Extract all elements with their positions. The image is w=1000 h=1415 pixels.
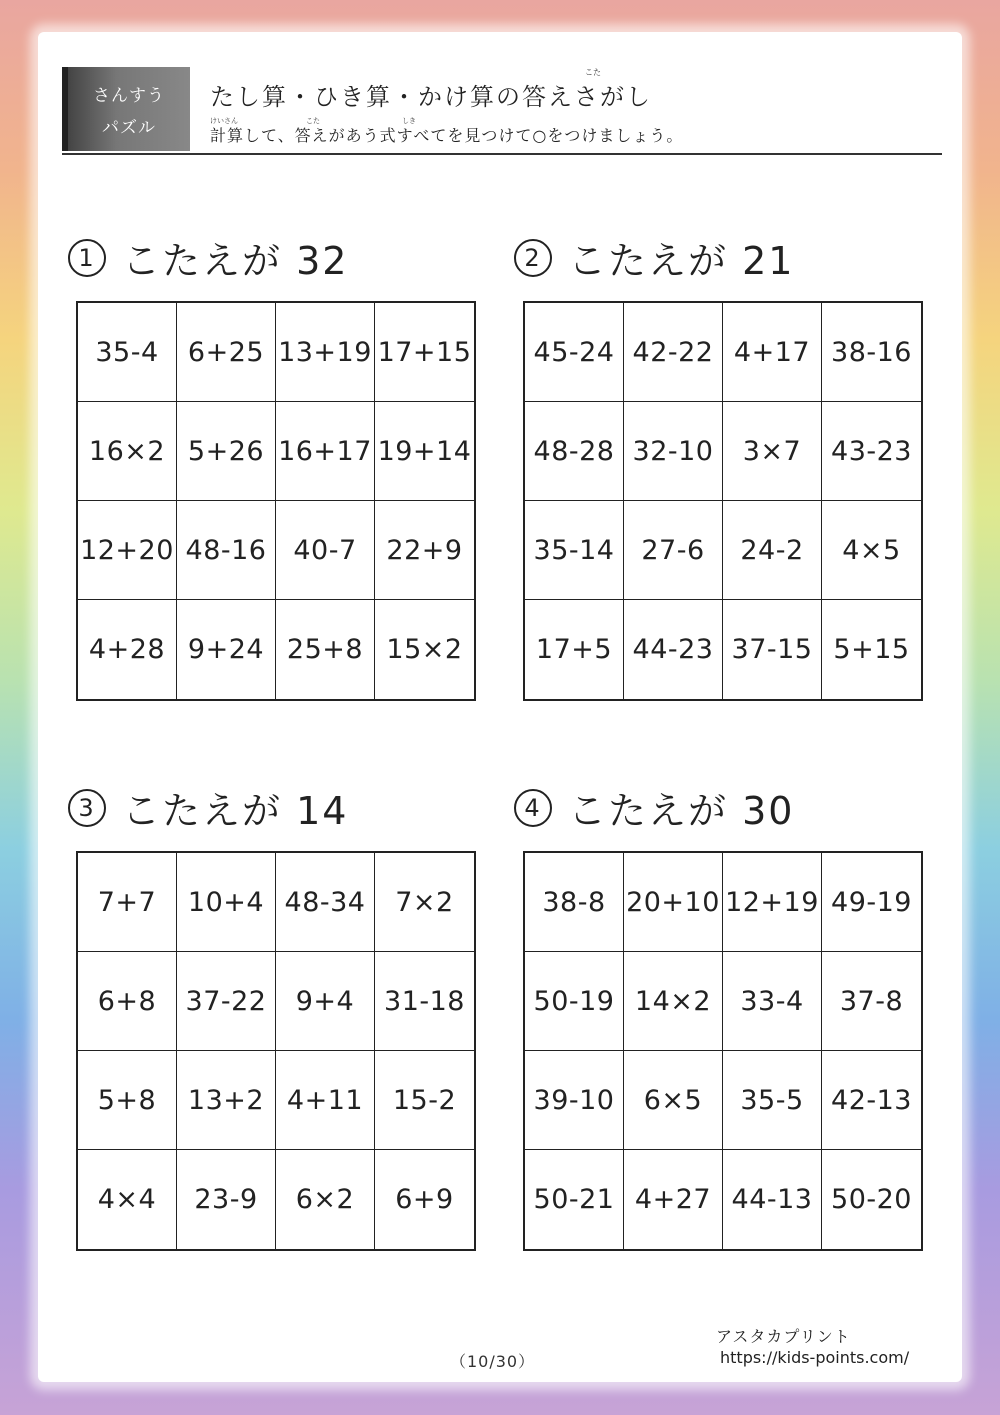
puzzle-2-label: こたえが 21: [568, 239, 795, 283]
grid-cell[interactable]: 13+19: [276, 303, 375, 402]
worksheet-header: [62, 67, 942, 155]
grid-cell[interactable]: 9+24: [177, 600, 276, 699]
puzzle-4-label: こたえが 30: [568, 789, 795, 833]
grid-cell[interactable]: 4+27: [624, 1150, 723, 1249]
puzzle-4-title: [514, 780, 794, 835]
grid-cell[interactable]: 50-21: [525, 1150, 624, 1249]
grid-cell[interactable]: 7+7: [78, 853, 177, 952]
grid-cell[interactable]: 16×2: [78, 402, 177, 501]
grid-cell[interactable]: 5+26: [177, 402, 276, 501]
grid-cell[interactable]: 42-13: [822, 1051, 921, 1150]
grid-cell[interactable]: 6+9: [395, 1184, 454, 1215]
grid-cell[interactable]: 17+5: [525, 600, 624, 699]
puzzle-4-number: 4: [514, 789, 552, 827]
puzzle-3-grid: [76, 851, 476, 1251]
grid-cell[interactable]: 4+17: [723, 303, 822, 402]
grid-cell[interactable]: 48-16: [177, 501, 276, 600]
grid-cell[interactable]: 24-2: [723, 501, 822, 600]
grid-cell[interactable]: 35-5: [723, 1051, 822, 1150]
grid-cell[interactable]: 10+4: [177, 853, 276, 952]
grid-cell[interactable]: 43-23: [822, 402, 921, 501]
grid-cell[interactable]: 44-13: [723, 1150, 822, 1249]
grid-cell[interactable]: 4+11: [276, 1051, 375, 1150]
subtitle-ruby-kota: こた: [306, 117, 320, 125]
grid-cell[interactable]: 4+28: [78, 600, 177, 699]
puzzle-3-number: 3: [68, 789, 106, 827]
grid-cell[interactable]: 37-15: [723, 600, 822, 699]
grid-cell[interactable]: 6×2: [276, 1150, 375, 1249]
grid-cell[interactable]: 6×5: [624, 1051, 723, 1150]
grid-cell[interactable]: 7×2: [375, 853, 474, 952]
grid-cell[interactable]: 14×2: [624, 952, 723, 1051]
grid-cell[interactable]: 45-24: [525, 303, 624, 402]
grid-cell[interactable]: 15×2: [386, 634, 463, 665]
grid-cell[interactable]: 27-6: [624, 501, 723, 600]
publisher-name: アスタカプリント: [716, 1327, 851, 1346]
category-tag-line1: さんすう: [93, 86, 165, 106]
grid-cell[interactable]: 5+15: [833, 634, 910, 665]
title-ruby: こた: [585, 68, 601, 77]
grid-cell[interactable]: 16+17: [276, 402, 375, 501]
grid-cell[interactable]: 37-8: [822, 952, 921, 1051]
grid-cell[interactable]: 6+25: [177, 303, 276, 402]
grid-cell[interactable]: 6+8: [78, 952, 177, 1051]
worksheet-title: たし算・ひき算・かけ算の答えさがし: [210, 83, 652, 111]
grid-cell[interactable]: 38-8: [525, 853, 624, 952]
grid-cell[interactable]: 32-10: [624, 402, 723, 501]
page-number: （10/30）: [450, 1352, 536, 1371]
grid-cell[interactable]: 22+9: [375, 501, 474, 600]
worksheet-instructions: 計算して、答えがあう式すべてを見つけて○をつけましょう。: [210, 126, 684, 145]
grid-cell[interactable]: 37-22: [177, 952, 276, 1051]
puzzle-2-grid: [523, 301, 923, 701]
grid-cell[interactable]: 35-14: [525, 501, 624, 600]
grid-cell[interactable]: 40-7: [276, 501, 375, 600]
grid-cell[interactable]: 15-2: [375, 1051, 474, 1150]
subtitle-ruby-keisan: けいさん: [210, 117, 238, 125]
grid-cell[interactable]: 42-22: [624, 303, 723, 402]
grid-cell[interactable]: 50-19: [525, 952, 624, 1051]
puzzle-2-title: [514, 230, 794, 285]
grid-cell[interactable]: 25+8: [276, 600, 375, 699]
grid-cell[interactable]: 48-28: [525, 402, 624, 501]
puzzle-4-grid: [523, 851, 923, 1251]
category-tag-line2: パズル: [102, 118, 156, 138]
grid-cell[interactable]: 3×7: [723, 402, 822, 501]
grid-cell[interactable]: 39-10: [525, 1051, 624, 1150]
grid-cell[interactable]: 17+15: [375, 303, 474, 402]
grid-cell[interactable]: 44-23: [624, 600, 723, 699]
grid-cell[interactable]: 50-20: [831, 1184, 912, 1215]
grid-cell[interactable]: 4×4: [78, 1150, 177, 1249]
grid-cell[interactable]: 23-9: [177, 1150, 276, 1249]
grid-cell[interactable]: 48-34: [276, 853, 375, 952]
puzzle-3-title: [68, 780, 348, 835]
puzzle-3-label: こたえが 14: [122, 789, 349, 833]
grid-cell[interactable]: 19+14: [375, 402, 474, 501]
subtitle-ruby-shiki: しき: [402, 117, 416, 125]
grid-cell[interactable]: 5+8: [78, 1051, 177, 1150]
puzzle-1-number: 1: [68, 239, 106, 277]
puzzle-1-grid: [76, 301, 476, 701]
grid-cell[interactable]: 38-16: [822, 303, 921, 402]
puzzle-1-title: [68, 230, 348, 285]
category-tag: [62, 67, 190, 151]
grid-cell[interactable]: 13+2: [177, 1051, 276, 1150]
grid-cell[interactable]: 9+4: [276, 952, 375, 1051]
puzzle-2-number: 2: [514, 239, 552, 277]
publisher-url[interactable]: https://kids-points.com/: [720, 1348, 910, 1367]
grid-cell[interactable]: 31-18: [375, 952, 474, 1051]
grid-cell[interactable]: 33-4: [723, 952, 822, 1051]
grid-cell[interactable]: 12+19: [723, 853, 822, 952]
grid-cell[interactable]: 4×5: [822, 501, 921, 600]
grid-cell[interactable]: 20+10: [624, 853, 723, 952]
puzzle-1-label: こたえが 32: [122, 239, 349, 283]
grid-cell[interactable]: 12+20: [78, 501, 177, 600]
grid-cell[interactable]: 35-4: [78, 303, 177, 402]
grid-cell[interactable]: 49-19: [822, 853, 921, 952]
